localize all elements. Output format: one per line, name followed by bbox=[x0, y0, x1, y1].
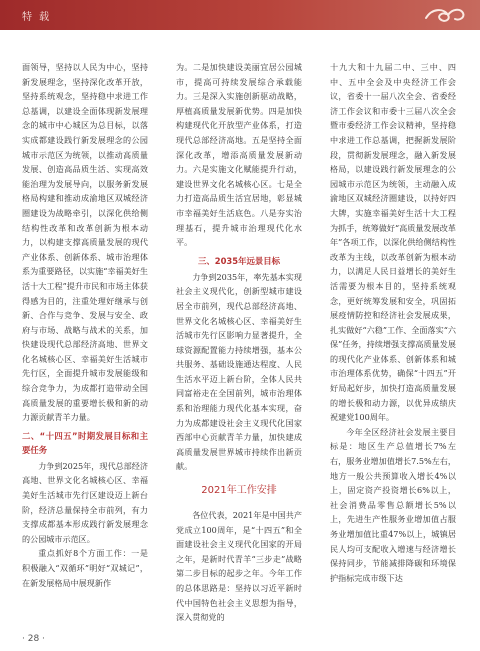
section-heading-vision-2035: 三、2035年远景目标 bbox=[198, 255, 280, 266]
paragraph: 十九大和十九届二中、三中、四中、五中全会及中央经济工作会议，省委十一届八次全会、省委经济工作会议和市委十三届八次全会暨市委经济工作会议精神，坚持稳中求进工作总基调，把握新发展阶段，贯彻新发展理念，融入新发展格局，以建设践行新发展理念的公园城市示范区为统领，主动融入成渝地区双城经济圈建设，以持好四大牌，实施幸福美好生活十大工程为抓手，统筹做好“高质量发展改革年”各项工作，以深化供给侧结构性改革为主线，以改革创新为根本动力，以满足人民日益增长的美好生活需要为根本目的，坚持系统观念，更好统筹发展和安全，巩固拓展疫情防控和经济社会发展成果，扎实做好“六稳”工作、全面落实“六保”任务，持续增强支撑高质量发展的现代化产业体系、创新体系和城市治理体系优势，确保“十四五”开好局起好步，加快打造高质量发展的增长极和动力源，以优异成绩庆祝建党100周年。 bbox=[330, 62, 456, 423]
paragraph: 力争到2025年，现代总部经济高地、世界文化名城核心区、幸福美好生活城市先行区建设迈上新台阶，经济总量保持全市前列，有力支撑成都基本形成践行新发展理念的公园城市示范区。 bbox=[22, 460, 148, 544]
section-title-2021-work: 2021年工作安排 bbox=[201, 485, 277, 497]
page-number: · 28 · bbox=[22, 634, 45, 644]
section-label: 特 载 bbox=[22, 12, 52, 23]
paragraph: 力争到2035年，率先基本实现社会主义现代化，创新型城市建设居全市前列，现代总部经济高地、世界文化名城核心区、幸福美好生活城市先行区影响力显著提升，全球资源配置能力持续增强，基本公共服务、基础设施通达程度、人民生活水平迈上新台阶，全体人民共同富裕走在全国前列，城市治理体系和治理能力现代化基本实现，奋力为成都建设社会主义现代化国家西部中心贡献青羊力量，加快建成高质量发展世界城市持续作出新贡献。 bbox=[176, 271, 302, 472]
red-swirl-logo-icon bbox=[422, 4, 466, 26]
header-bar bbox=[0, 0, 480, 30]
paragraph: 今年全区经济社会发展主要目标是：地区生产总值增长7%左右，服务业增加值增长7.5%左右，地方一般公共预算收入增长4%以上，固定资产投资增长6%以上，社会消费品零售总额增长5%以上，先进生产性服务业增加值占服务业增加值比重47%以上，城镇居民人均可支配收入增速与经济增长保持同步，节能减排降碳和环境保护指标完成市级下达 bbox=[330, 426, 456, 583]
paragraph: 面领导，坚持以人民为中心，坚持新发展理念，坚持深化改革开放，坚持系统观念，坚持稳中求进工作总基调，以建设全面体现新发展理念的城市中心城区为总目标，以落实成都建设践行新发展理念的公园城市示范区为统领，以推动高质量发展、创造高品质生活、实现高效能治理为发展导向，以服务新发展格局构建和推动成渝地区双城经济圈建设为战略牵引，以深化供给侧结构性改革和改革创新为根本动力，以构建支撑高质量发展的现代产业体系、创新体系、城市治理体系为重要路径，以实施“幸福美好生活十大工程”提升市民和市场主体获得感为目的，注重处理好继承与创新、合作与竞争、发展与安全、政府与市场、战略与战术的关系，加快建设现代总部经济高地、世界文化名城核心区、幸福美好生活城市先行区，全面提升城市发展能级和综合竞争力，为成都打造带动全国高质量发展的重要增长极和新的动力源贡献青羊力量。 bbox=[22, 62, 148, 423]
paragraph: 重点抓好8个方面工作：一是积极融入“双循环”明好“双城记”，在新发展格局中展现新作 bbox=[22, 548, 148, 588]
column-1 bbox=[22, 60, 148, 590]
column-2 bbox=[176, 60, 302, 625]
paragraph: 为。二是加快建设美丽宜居公园城市，提高可持续发展综合承载能力。三是深入实施创新驱动战略，厚植高质量发展新优势。四是加快构建现代化开放型产业体系，打造现代总部经济高地。五是坚持全面深化改革，增添高质量发展新动力。六是实施文化赋能提升行动，建设世界文化名城核心区。七是全力打造高品质生活宜居地，彰显城市幸福美好生活底色。八是夯实治理基石，提升城市治理现代化水平。 bbox=[176, 62, 302, 248]
column-3 bbox=[330, 60, 456, 585]
paragraph: 各位代表，2021年是中国共产党成立100周年，是“十四五”和全面建设社会主义现代化国家的开局之年，是新时代青羊“三步走”战略第二步目标的起步之年。今年工作的总体思路是：坚持以习近平新时代中国特色社会主义思想为指导，深入贯彻党的 bbox=[176, 510, 302, 623]
section-heading-goals: 二、“十四五”时期发展目标和主要任务 bbox=[22, 430, 148, 455]
